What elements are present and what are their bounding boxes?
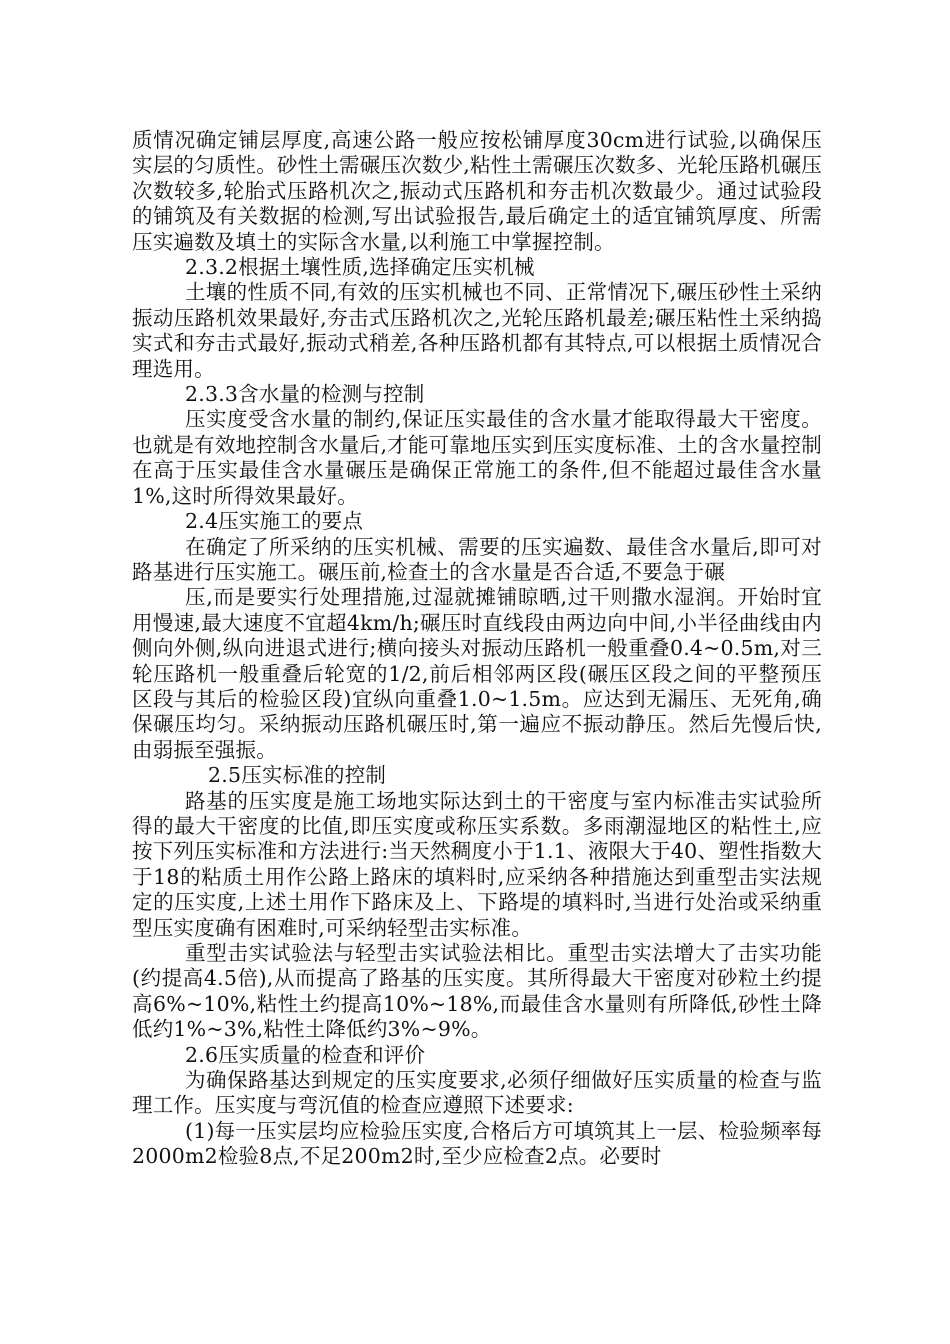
document-page (132, 128, 822, 1170)
heading-2-4: 2.4压实施工的要点 (185, 509, 364, 534)
paragraph-rolling-procedure: 压,而是要实行处理措施,过湿就摊铺晾晒,过干则撒水湿润。开始时宜用慢速,最大速度不宜超4km/h;碾压时直线段由两边向中间,小半径曲线由内侧向外侧,纵向进退式进行;横向接头对振动压路机一般重叠0.4~0.5m,对三轮压路机一般重叠后轮宽的1/2,前后相邻两区段(碾压区段之间的平整预压区段与其后的检验区段)宜纵向重叠1.0~1.5m。应达到无漏压、无死角,确保碾压均匀。采纳振动压路机碾压时,第一遍应不振动静压。然后先慢后快,由弱振至强振。 (132, 585, 822, 762)
paragraph-inspection-frequency: (1)每一压实层均应检验压实度,合格后方可填筑其上一层、检验频率每2000m2检验8点,不足200m2时,至少应检查2点。必要时 (132, 1118, 822, 1169)
heading-2-3-2: 2.3.2根据土壤性质,选择确定压实机械 (185, 255, 535, 280)
paragraph-heavy-compaction: 重型击实试验法与轻型击实试验法相比。重型击实法增大了击实功能(约提高4.5倍),从而提高了路基的压实度。其所得最大干密度对砂粒土约提高6%~10%,粘性土约提高10%~18%,而最佳含水量则有所降低,砂性土降低约1%~3%,粘性土降低约3%~9%。 (132, 941, 822, 1042)
heading-2-5: 2.5压实标准的控制 (208, 763, 387, 788)
paragraph-quality-inspection: 为确保路基达到规定的压实度要求,必须仔细做好压实质量的检查与监理工作。压实度与弯沉值的检查应遵照下述要求: (132, 1068, 822, 1118)
heading-2-6: 2.6压实质量的检查和评价 (185, 1042, 426, 1067)
paragraph-compaction-construction: 在确定了所采纳的压实机械、需要的压实遍数、最佳含水量后,即可对路基进行压实施工。碾压前,检查土的含水量是否合适,不要急于碾 (132, 534, 822, 584)
paragraph-compaction-standard: 路基的压实度是施工场地实际达到土的干密度与室内标准击实试验所得的最大干密度的比值,即压实度或称压实系数。多雨潮湿地区的粘性土,应按下列压实标准和方法进行:当天然稠度小于1.1、液限大于40、塑性指数大于18的粘质土用作公路上路床的填料时,应采纳各种措施达到重型击实法规定的压实度,上述土用作下路床及上、下路堤的填料时,当进行处治或采纳重型压实度确有困难时,可采纳轻型击实标准。 (132, 788, 822, 940)
heading-2-3-3: 2.3.3含水量的检测与控制 (185, 382, 425, 407)
paragraph-compaction-trial: 质情况确定铺层厚度,高速公路一般应按松铺厚度30cm进行试验,以确保压实层的匀质性。砂性土需碾压次数少,粘性土需碾压次数多、光轮压路机碾压次数较多,轮胎式压路机次之,振动式压路机和夯击机次数最少。通过试验段的铺筑及有关数据的检测,写出试验报告,最后确定土的适宜铺筑厚度、所需压实遍数及填土的实际含水量,以利施工中掌握控制。 (132, 128, 822, 254)
paragraph-moisture-control: 压实度受含水量的制约,保证压实最佳的含水量才能取得最大干密度。也就是有效地控制含水量后,才能可靠地压实到压实度标准、土的含水量控制在高于压实最佳含水量碾压是确保正常施工的条件,但不能超过最佳含水量1%,这时所得效果最好。 (132, 407, 822, 508)
paragraph-soil-machinery: 土壤的性质不同,有效的压实机械也不同、正常情况下,碾压砂性土采纳振动压路机效果最好,夯击式压路机次之,光轮压路机最差;碾压粘性土采纳捣实式和夯击式最好,振动式稍差,各种压路机都有其特点,可以根据土质情况合理选用。 (132, 280, 822, 381)
